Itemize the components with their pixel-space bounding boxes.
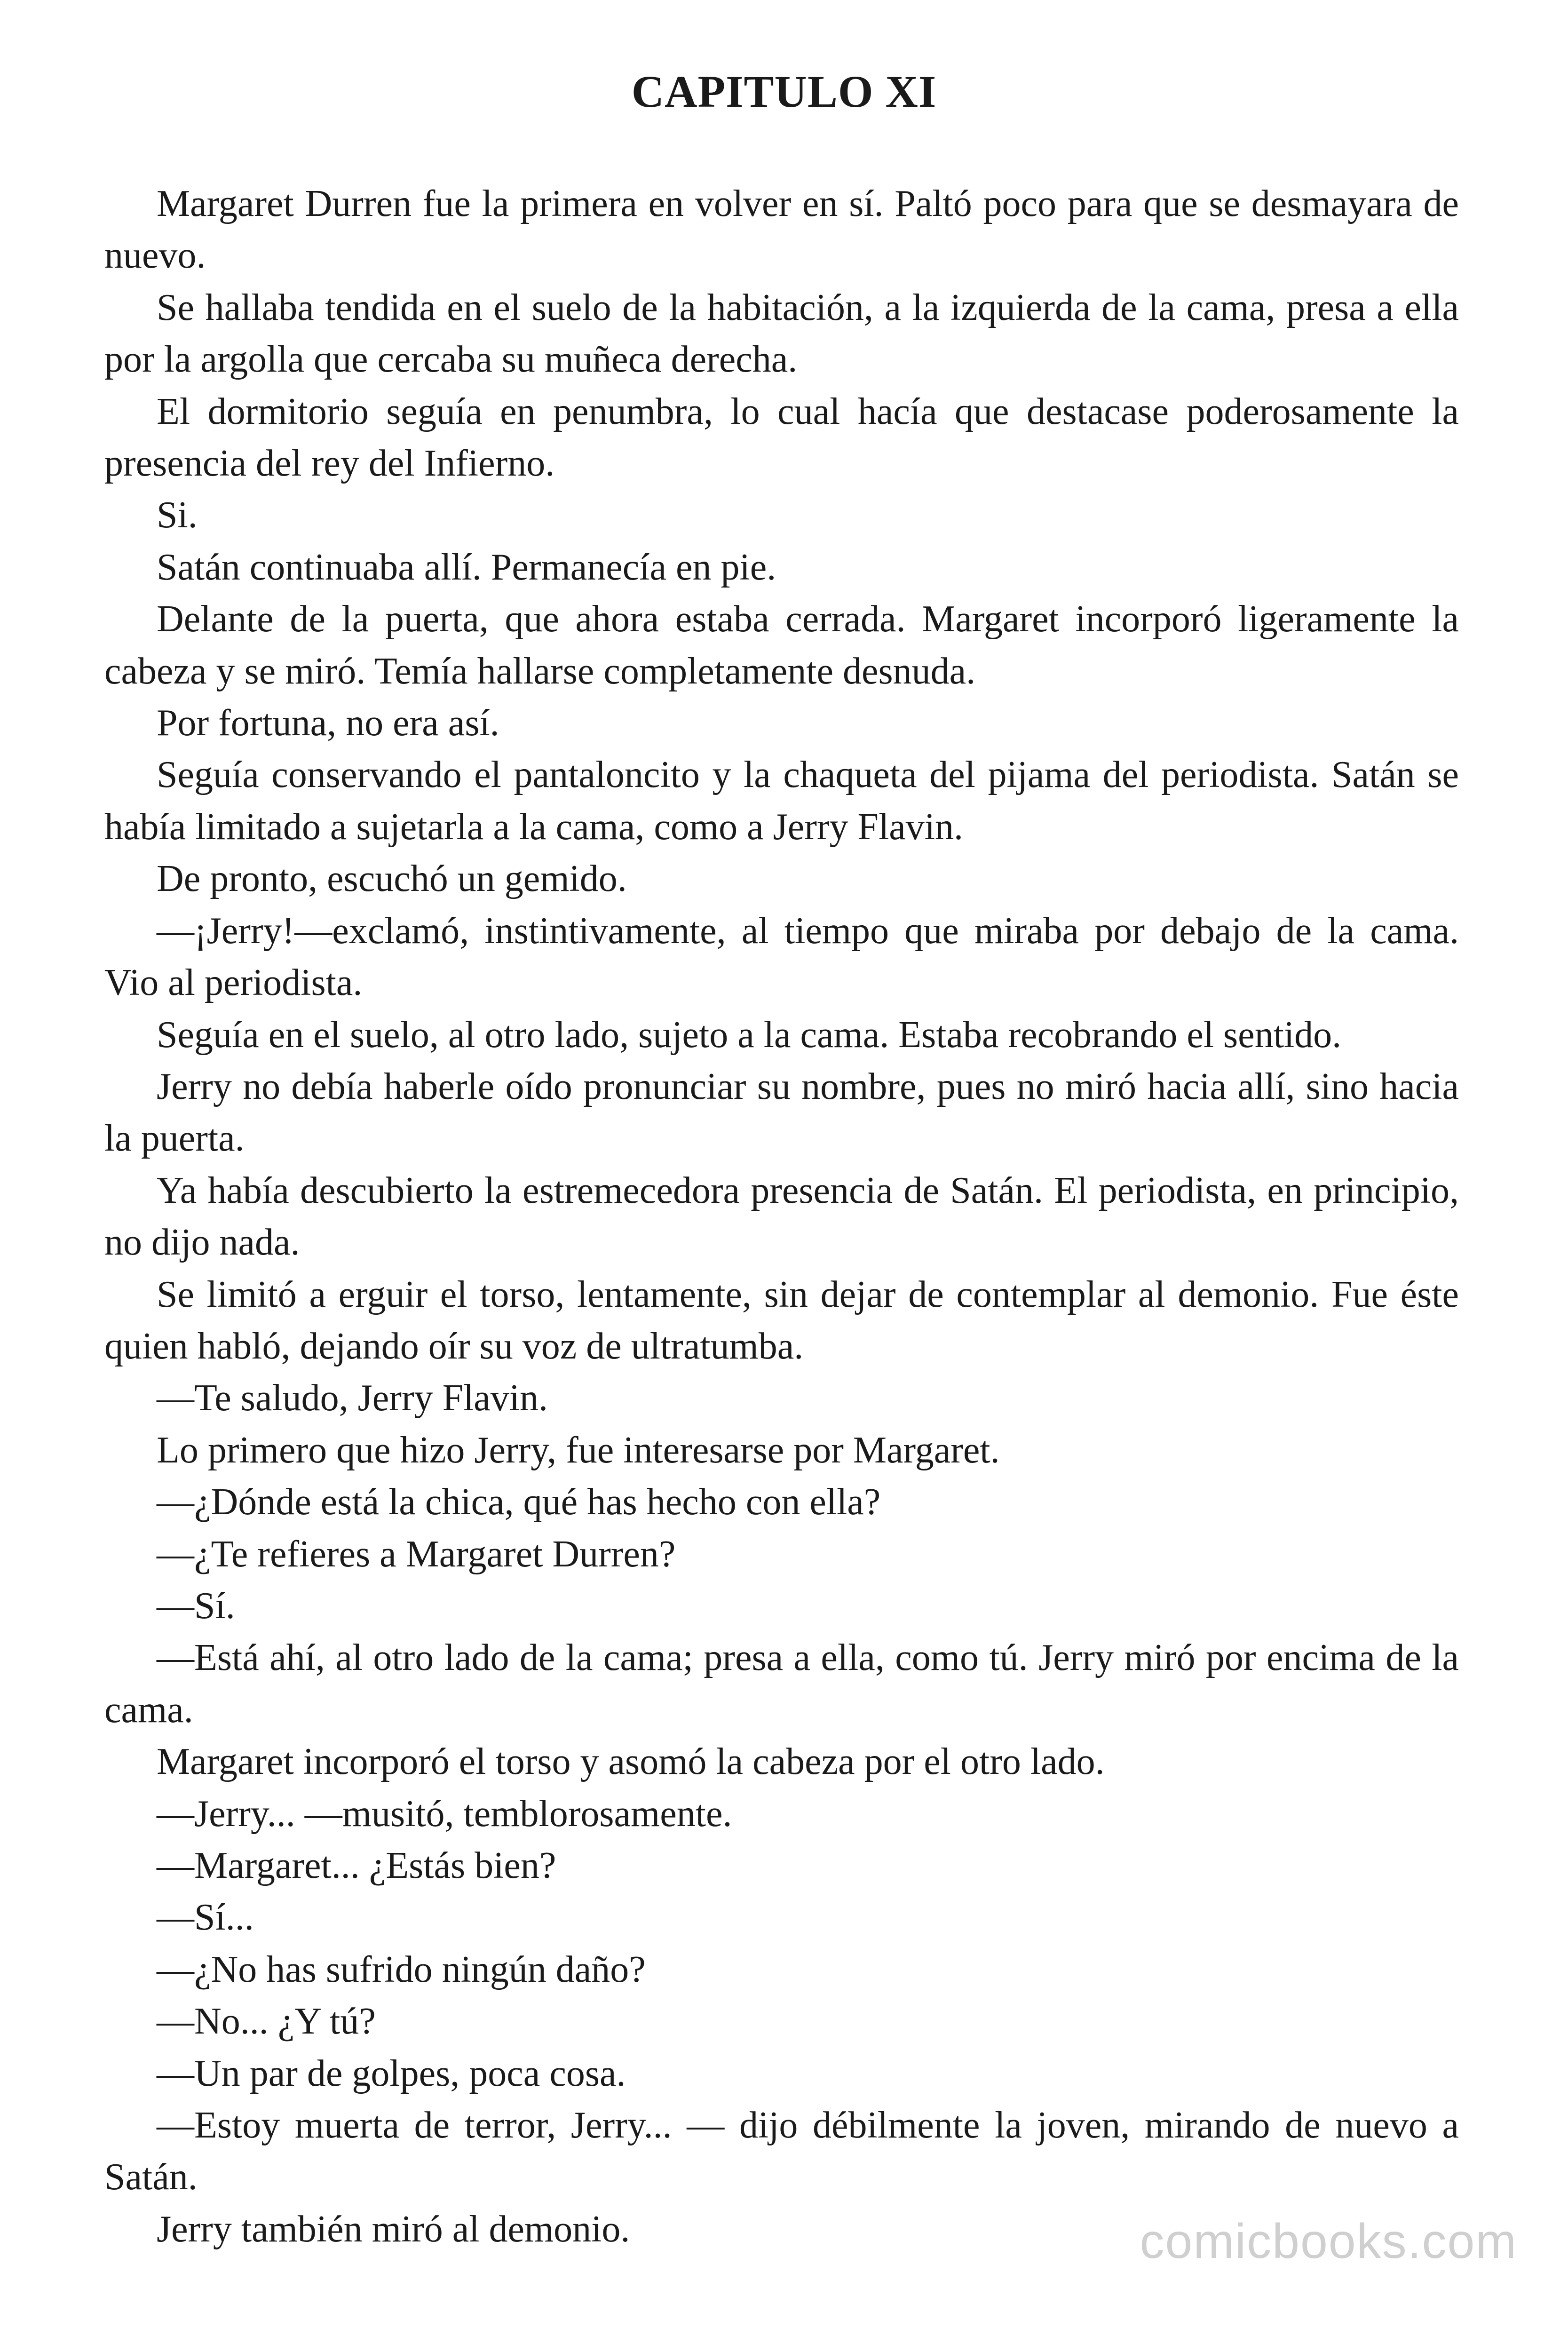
watermark: comicbooks.com — [1140, 2214, 1517, 2269]
paragraph: Se hallaba tendida en el suelo de la habitación, a la izquierda de la cama, presa a ella por la argolla que cercaba su muñeca derecha. — [104, 286, 1459, 381]
chapter-title: CAPITULO XI — [631, 66, 937, 117]
paragraph: —Está ahí, al otro lado de la cama; presa a ella, como tú. Jerry miró por encima de la cama. — [104, 1637, 1459, 1731]
paragraph: De pronto, escuchó un gemido. — [157, 858, 627, 900]
paragraph: Si. — [157, 494, 198, 536]
paragraph: —¿Te refieres a Margaret Durren? — [157, 1533, 676, 1575]
paragraph: —Un par de golpes, poca cosa. — [157, 2052, 626, 2094]
paragraph: —Sí... — [157, 1897, 254, 1939]
chapter-body — [104, 178, 1459, 2255]
paragraph: Ya había descubierto la estremecedora presencia de Satán. El periodista, en principio, no dijo nada. — [104, 1169, 1459, 1263]
paragraph: —Estoy muerta de terror, Jerry... — dijo débilmente la joven, mirando de nuevo a Satán. — [104, 2105, 1459, 2198]
paragraph: —No... ¿Y tú? — [157, 2001, 376, 2042]
paragraph: Margaret Durren fue la primera en volver en sí. Paltó poco para que se desmayara de nuevo. — [104, 183, 1459, 277]
paragraph: Satán continuaba allí. Permanecía en pie. — [157, 546, 776, 588]
paragraph: Por fortuna, no era así. — [157, 702, 499, 744]
paragraph: Seguía conservando el pantaloncito y la chaqueta del pijama del periodista. Satán se había limitado a sujetarla a la cama, como a Jerry Flavin. — [104, 754, 1459, 848]
paragraph: —Margaret... ¿Estás bien? — [157, 1845, 556, 1886]
paragraph: Jerry no debía haberle oído pronunciar su nombre, pues no miró hacia allí, sino hacia la puerta. — [104, 1065, 1459, 1160]
paragraph: —Jerry... —musitó, temblorosamente. — [157, 1793, 732, 1835]
paragraph: —¡Jerry!—exclamó, instintivamente, al tiempo que miraba por debajo de la cama. Vio al periodista. — [104, 910, 1459, 1004]
paragraph: Margaret incorporó el torso y asomó la cabeza por el otro lado. — [157, 1741, 1105, 1783]
paragraph: —¿No has sufrido ningún daño? — [157, 1948, 646, 1990]
paragraph: Se limitó a erguir el torso, lentamente, sin dejar de contemplar al demonio. Fue éste quien habló, dejando oír su voz de ultratumba. — [104, 1273, 1459, 1367]
paragraph: El dormitorio seguía en penumbra, lo cual hacía que destacase poderosamente la presencia del rey del Infierno. — [104, 390, 1459, 485]
paragraph: Delante de la puerta, que ahora estaba cerrada. Margaret incorporó ligeramente la cabeza y se miró. Temía hallarse completamente desnuda. — [104, 598, 1459, 692]
paragraph: —¿Dónde está la chica, qué has hecho con ella? — [157, 1481, 881, 1523]
paragraph: Jerry también miró al demonio. — [157, 2208, 630, 2250]
paragraph: Lo primero que hizo Jerry, fue interesarse por Margaret. — [157, 1429, 1000, 1471]
paragraph: —Te saludo, Jerry Flavin. — [157, 1377, 548, 1419]
paragraph: —Sí. — [157, 1585, 235, 1627]
paragraph: Seguía en el suelo, al otro lado, sujeto a la cama. Estaba recobrando el sentido. — [157, 1014, 1342, 1056]
